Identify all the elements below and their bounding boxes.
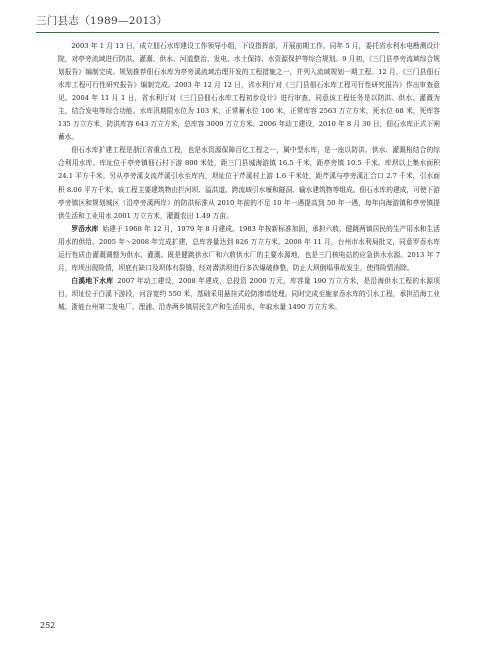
page-number: 252 xyxy=(40,621,56,630)
header-rule xyxy=(36,32,439,33)
paragraph-baixi-text: 2007 年动工建设，2008 年建成，总投资 2000 万元，库容量 190 万立方米，是沿海供水工程的水源项目，坝址位于白溪下游段，河谷宽约 550 米，基础采用悬挂式砼防渗墙处理。同时完成至施家岙水库的引水工程，承担沿海工业城、浙能台州第二发电厂、浬浦、沿赤两乡镇居民生产和生活用水，年取水量 1490 万立方米。 xyxy=(58,276,440,311)
body-text xyxy=(58,40,440,314)
running-header: 三门县志（1989—2013） xyxy=(36,15,168,27)
paragraph-luoao-reservoir xyxy=(58,223,440,275)
paragraph-dianshi-expansion: 佃石水库扩建工程是浙江省重点工程，也是水资源保障百亿工程之一，属中型水库，是一座以防洪、供水、灌溉相结合的综合利用水库。库址位于亭旁镇佃石村下游 800 米处，距三门县城海游镇 16.5 千米，距亭旁镇 10.5 千米。库坝以上集水面积 24.1 平方千米。另从亭旁溪支流芹溪引水至库内，坝址位于芹溪村上游 1.6 千米处，距芹溪与亭旁溪汇合口 2.7 千米，引水面积 8.06 平方千米。该工程主要建筑物由拦河坝、溢洪道、跨流域引水堰和隧洞、输水建筑物等组成。佃石水库的建成，可使下游亭旁镇区和规划城区（沿亭旁溪两岸）的防洪标准从 2010 年前的不足 10 年一遇提高到 50 年一遇，每年向海游镇和亭旁镇提供生活和工业用水 2001 万立方米，灌溉农田 1.49 万亩。 xyxy=(58,146,440,220)
section-title-baixi: 白溪地下水库 xyxy=(71,276,114,285)
paragraph-luoao-text: 始建于 1968 年 12 月，1979 年 8 月建成。1983 年按新标准加固，承担六敖、健跳两镇居民的生产用水和生活用水的供给。2005 年～2008 年完成扩建，总库容量达到 826 万立方米。2008 年 11 月，台州市水利局批文，同意罗岙水库运行性质由灌溉调整为供水、灌溉。既是健跳供水厂和六敖供水厂的主要水源地，也是三门核电站的应急供水水源。2013 年 7 月，库坝出现险情，坝底有缺口及坝体有裂缝，经对潜洪坝进行多次爆破修整，防止大坝倒塌事故发生，使得险情消除。 xyxy=(58,224,440,272)
paragraph-baixi-reservoir xyxy=(58,275,440,314)
section-title-luoao: 罗岙水库 xyxy=(71,224,99,233)
paragraph-dianshi-planning: 2003 年 1 月 13 日，成立佃石水库建设工作领导小组，下设指挥部，开展前期工作。同年 5 月，委托省水利水电勘测设计院，对亭旁流域进行防洪、灌溉、供水、河道整治、发电、水土保持、水资源保护等综合规划。9 月初，《三门县亭旁流域综合规划报告》编制完成。规划推荐佃石水库为亭旁溪流域治理开发的工程措施之一，并列入流域规划一期工程。12 月，《三门县佃石水库工程可行性研究报告》编制完成。2003 年 12 月 12 日，省水利厅对《三门县佃石水库工程可行性研究报告》作出审查意见。2004 年 11 月 1 日，省水利厅对《三门县佃石水库工程初步设计》进行审查，同意该工程任务是以防洪、供水、灌溉为主，结合发电等综合功能。水库汛期限水位为 103 米，正常蓄水位 106 米，正常库容 2563 万立方米，死水位 68 米，死库容 135 万立方米，防洪库容 643 万立方米，总库容 3009 万立方米。2006 年动工建设，2010 年 8 月 30 日，佃石水库正式下闸蓄水。 xyxy=(58,42,440,142)
